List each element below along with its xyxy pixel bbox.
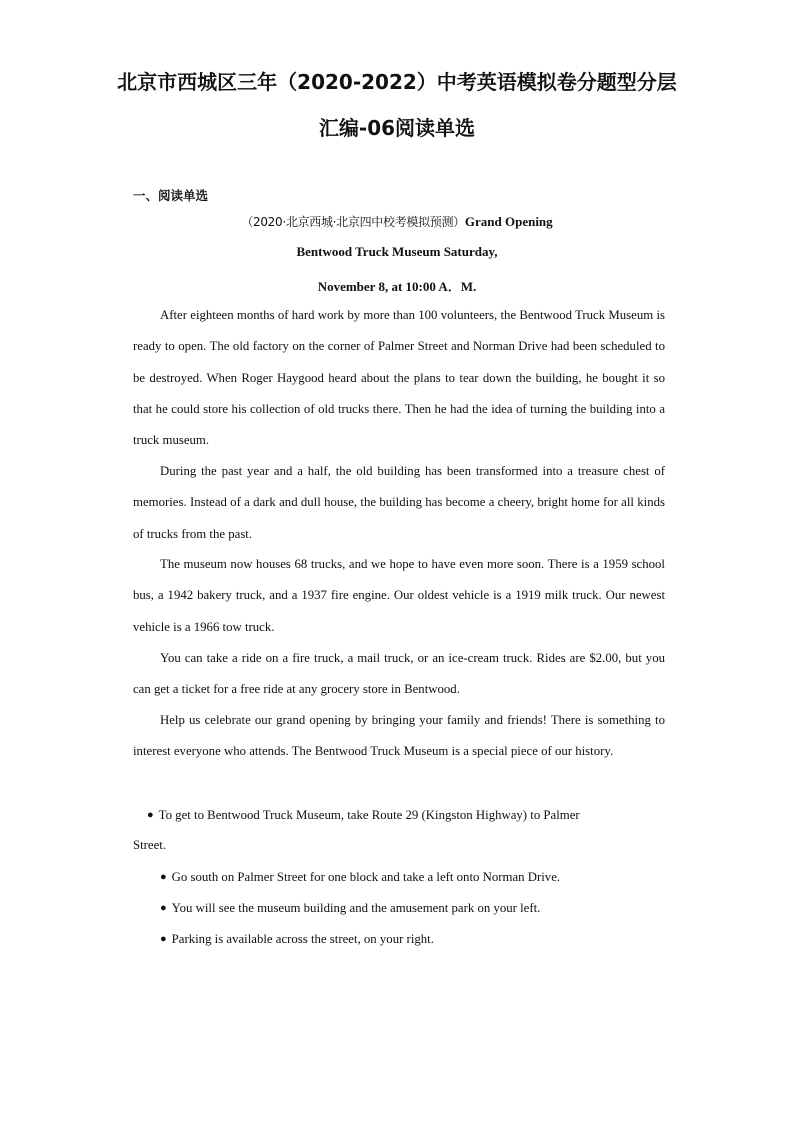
direction-text-1: To get to Bentwood Truck Museum, take Route 29 (Kingston Highway) to Palmer <box>158 808 580 822</box>
passage-heading-line-2: Bentwood Truck Museum Saturday, <box>296 244 498 259</box>
bullet-icon: ● <box>160 933 167 945</box>
document-title-line-2: 汇编-06阅读单选 <box>318 116 476 140</box>
paragraph-1: After eighteen months of hard work by more than 100 volunteers, the Bentwood Truck Museum is ready to open. The old factory on the corner of Palmer Street and Norman Drive had been scheduled to be destroyed. When Roger Haygood heard about the plans to tear down the building, he bought it so that he could store his collection of old trucks there. Then he had the idea of turning the building into a truck museum. <box>133 308 665 448</box>
paragraph-2: During the past year and a half, the old building has been transformed into a treasure chest of memories. Instead of a dark and dull house, the building has become a cheery, bright home for all kinds of trucks from the past. <box>133 464 665 541</box>
question-source: （2020·北京西城·北京四中校考模拟预测） <box>241 215 465 229</box>
passage-title: Grand Opening <box>464 214 553 229</box>
direction-text-3: You will see the museum building and the amusement park on your left. <box>171 901 541 915</box>
direction-item-2 <box>160 862 560 894</box>
direction-item-1 <box>147 800 580 832</box>
passage-heading-line-3: November 8, at 10:00 A．M. <box>317 279 477 294</box>
direction-item-4 <box>160 924 434 956</box>
paragraph-3: The museum now houses 68 trucks, and we hope to have even more soon. There is a 1959 school bus, a 1942 bakery truck, and a 1937 fire engine. Our oldest vehicle is a 1919 milk truck. Our newest vehicle is a 1966 tow truck. <box>133 557 665 634</box>
paragraph-4: You can take a ride on a fire truck, a mail truck, or an ice-cream truck. Rides are $2.00, but you can get a ticket for a free ride at any grocery store in Bentwood. <box>133 651 665 697</box>
direction-text-2: Go south on Palmer Street for one block and take a left onto Norman Drive. <box>171 870 561 884</box>
section-heading: 一、阅读单选 <box>133 188 209 203</box>
paragraph-5: Help us celebrate our grand opening by bringing your family and friends! There is something to interest everyone who attends. The Bentwood Truck Museum is a special piece of our history. <box>133 713 665 759</box>
direction-text-4: Parking is available across the street, on your right. <box>171 932 434 946</box>
bullet-icon: ● <box>160 902 167 914</box>
bullet-icon: ● <box>147 809 154 821</box>
direction-item-3 <box>160 893 540 925</box>
direction-item-1-continuation: Street. <box>133 838 167 852</box>
document-title-line-1: 北京市西城区三年（2020-2022）中考英语模拟卷分题型分层 <box>117 70 677 94</box>
passage-heading-line-1 <box>100 213 694 230</box>
bullet-icon: ● <box>160 871 167 883</box>
